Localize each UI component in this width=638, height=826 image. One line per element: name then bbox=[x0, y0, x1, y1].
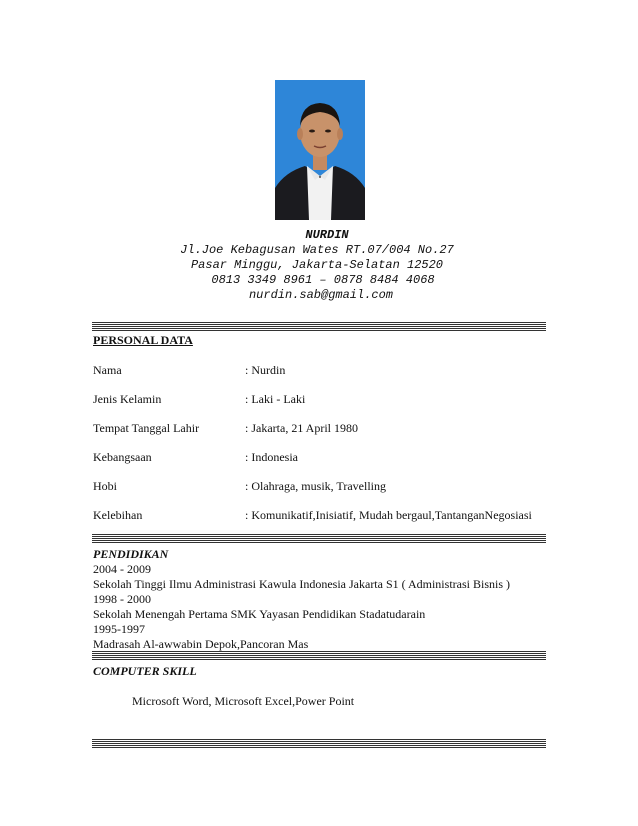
education-line: 2004 - 2009 bbox=[93, 562, 151, 576]
separator bbox=[92, 534, 546, 543]
computer-skill-heading: COMPUTER SKILL bbox=[93, 664, 197, 678]
row-value: : Jakarta, 21 April 1980 bbox=[245, 421, 358, 435]
education-line: Madrasah Al-awwabin Depok,Pancoran Mas bbox=[93, 637, 309, 651]
education-line: Sekolah Tinggi Ilmu Administrasi Kawula Indonesia Jakarta S1 ( Administrasi Bisnis ) bbox=[93, 577, 510, 591]
row-label: Kebangsaan bbox=[93, 450, 152, 464]
separator bbox=[92, 651, 546, 660]
row-value: : Olahraga, musik, Travelling bbox=[245, 479, 386, 493]
applicant-name: NURDIN bbox=[305, 228, 349, 242]
email-address[interactable]: nurdin.sab@gmail.com bbox=[248, 288, 394, 302]
education-line: Sekolah Menengah Pertama SMK Yayasan Pendidikan Stadatudarain bbox=[93, 607, 426, 621]
row-value: : Laki - Laki bbox=[245, 392, 306, 406]
separator bbox=[92, 322, 546, 331]
row-label: Tempat Tanggal Lahir bbox=[93, 421, 200, 435]
row-value: : Komunikatif,Inisiatif, Mudah bergaul,TantanganNegosiasi bbox=[245, 508, 532, 522]
address-line-1: Jl.Joe Kebagusan Wates RT.07/004 No.27 bbox=[180, 243, 454, 257]
row-label: Jenis Kelamin bbox=[93, 392, 162, 406]
computer-skills-list: Microsoft Word, Microsoft Excel,Power Point bbox=[132, 694, 355, 708]
row-label: Hobi bbox=[93, 479, 117, 493]
phone-numbers: 0813 3349 8961 – 0878 8484 4068 bbox=[211, 273, 435, 287]
row-label: Nama bbox=[93, 363, 122, 377]
education-line: 1998 - 2000 bbox=[93, 592, 151, 606]
separator bbox=[92, 739, 546, 748]
row-label: Kelebihan bbox=[93, 508, 143, 522]
education-heading: PENDIDIKAN bbox=[93, 547, 169, 561]
row-value: : Indonesia bbox=[245, 450, 298, 464]
row-value: : Nurdin bbox=[245, 363, 286, 377]
education-line: 1995-1997 bbox=[93, 622, 145, 636]
address-line-2: Pasar Minggu, Jakarta-Selatan 12520 bbox=[190, 258, 444, 272]
profile-photo bbox=[275, 80, 365, 220]
personal-data-heading: PERSONAL DATA bbox=[93, 333, 193, 347]
